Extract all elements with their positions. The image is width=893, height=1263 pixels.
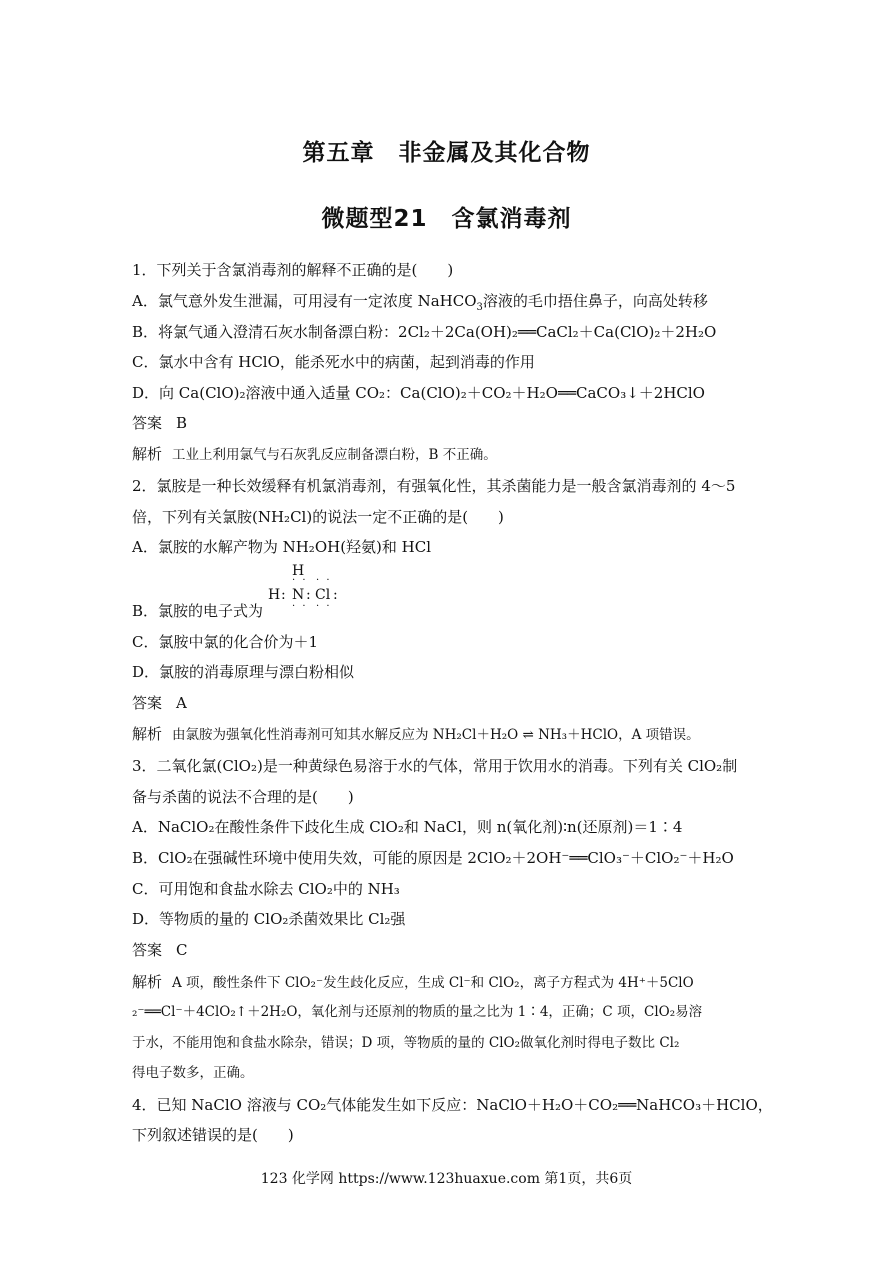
chloramine-lewis-structure: H · · · · H : N : Cl : · · · ·	[268, 563, 338, 612]
q1-stem: 1．下列关于含氯消毒剂的解释不正确的是( )	[132, 261, 454, 279]
q2-option-d: D．氯胺的消毒原理与漂白粉相似	[132, 663, 355, 681]
q3-explanation-line4: 得电子数多，正确。	[132, 1065, 254, 1081]
q3-answer: 答案 C	[132, 941, 188, 959]
q1-explanation: 解析 工业上利用氯气与石灰乳反应制备漂白粉，B 不正确。	[132, 445, 497, 463]
q3-option-d: D．等物质的量的 ClO₂杀菌效果比 Cl₂强	[132, 910, 406, 928]
q2-answer: 答案 A	[132, 694, 187, 712]
section-title: 微题型21 含氯消毒剂	[321, 206, 572, 232]
q3-option-a: A．NaClO₂在酸性条件下歧化生成 ClO₂和 NaCl，则 n(氧化剂)∶n(还原剂)＝1∶4	[132, 818, 683, 836]
q3-explanation-line3: 于水，不能用饱和食盐水除杂，错误；D 项，等物质的量的 ClO₂做氧化剂时得电子数比 Cl₂	[132, 1035, 680, 1051]
lewis-cl: Cl	[315, 587, 331, 603]
q2-stem-line1: 2．氯胺是一种长效缓释有机氯消毒剂，有强氧化性，其杀菌能力是一般含氯消毒剂的 4～5	[132, 477, 736, 495]
q3-stem-line1: 3．二氧化氯(ClO₂)是一种黄绿色易溶于水的气体，常用于饮用水的消毒。下列有关 ClO₂制	[132, 757, 738, 775]
q1-option-d: D．向 Ca(ClO)₂溶液中通入适量 CO₂：Ca(ClO)₂＋CO₂＋H₂O══CaCO₃↓＋2HClO	[132, 384, 705, 402]
q2-stem-line2: 倍，下列有关氯胺(NH₂Cl)的说法一定不正确的是( )	[132, 508, 504, 526]
q3-option-c: C．可用饱和食盐水除去 ClO₂中的 NH₃	[132, 880, 400, 898]
lewis-h-top: H	[292, 563, 305, 579]
q3-stem-line2: 备与杀菌的说法不合理的是( )	[132, 788, 354, 806]
q1-option-c: C．氯水中含有 HClO，能杀死水中的病菌，起到消毒的作用	[132, 353, 535, 371]
lewis-n: N	[292, 587, 305, 603]
q3-option-b: B．ClO₂在强碱性环境中使用失效，可能的原因是 2ClO₂＋2OH⁻══ClO₃⁻＋ClO₂⁻＋H₂O	[132, 849, 734, 867]
q2-option-b: B．氯胺的电子式为	[132, 602, 264, 620]
q2-option-a: A．氯胺的水解产物为 NH₂OH(羟氨)和 HCl	[132, 538, 432, 556]
page-footer: 123 化学网 https://www.123huaxue.com 第1页，共6页	[260, 1171, 633, 1187]
q4-stem-line2: 下列叙述错误的是( )	[132, 1126, 294, 1144]
chapter-title: 第五章 非金属及其化合物	[302, 140, 591, 166]
q2-explanation: 解析 由氯胺为强氧化性消毒剂可知其水解反应为 NH₂Cl＋H₂O ⇌ NH₃＋HClO，A 项错误。	[132, 725, 700, 743]
q1-answer: 答案 B	[132, 414, 188, 432]
lewis-h-left: H	[268, 587, 281, 603]
q1-option-a: A．氯气意外发生泄漏，可用浸有一定浓度 NaHCO$_3$溶液的毛巾捂住鼻子，向高处转移	[132, 292, 708, 313]
q3-explanation-line1: 解析 A 项，酸性条件下 ClO₂⁻发生歧化反应，生成 Cl⁻和 ClO₂，离子方程式为 4H⁺＋5ClO	[132, 973, 694, 991]
q3-explanation-line2: ₂⁻══Cl⁻＋4ClO₂↑＋2H₂O，氧化剂与还原剂的物质的量之比为 1∶4，正确；C 项，ClO₂易溶	[132, 1004, 703, 1020]
q2-option-c: C．氯胺中氯的化合价为＋1	[132, 633, 319, 651]
q1-option-b: B．将氯气通入澄清石灰水制备漂白粉：2Cl₂＋2Ca(OH)₂══CaCl₂＋Ca(ClO)₂＋2H₂O	[132, 323, 717, 341]
q4-stem-line1: 4．已知 NaClO 溶液与 CO₂气体能发生如下反应：NaClO＋H₂O＋CO₂══NaHCO₃＋HClO，	[132, 1096, 773, 1114]
